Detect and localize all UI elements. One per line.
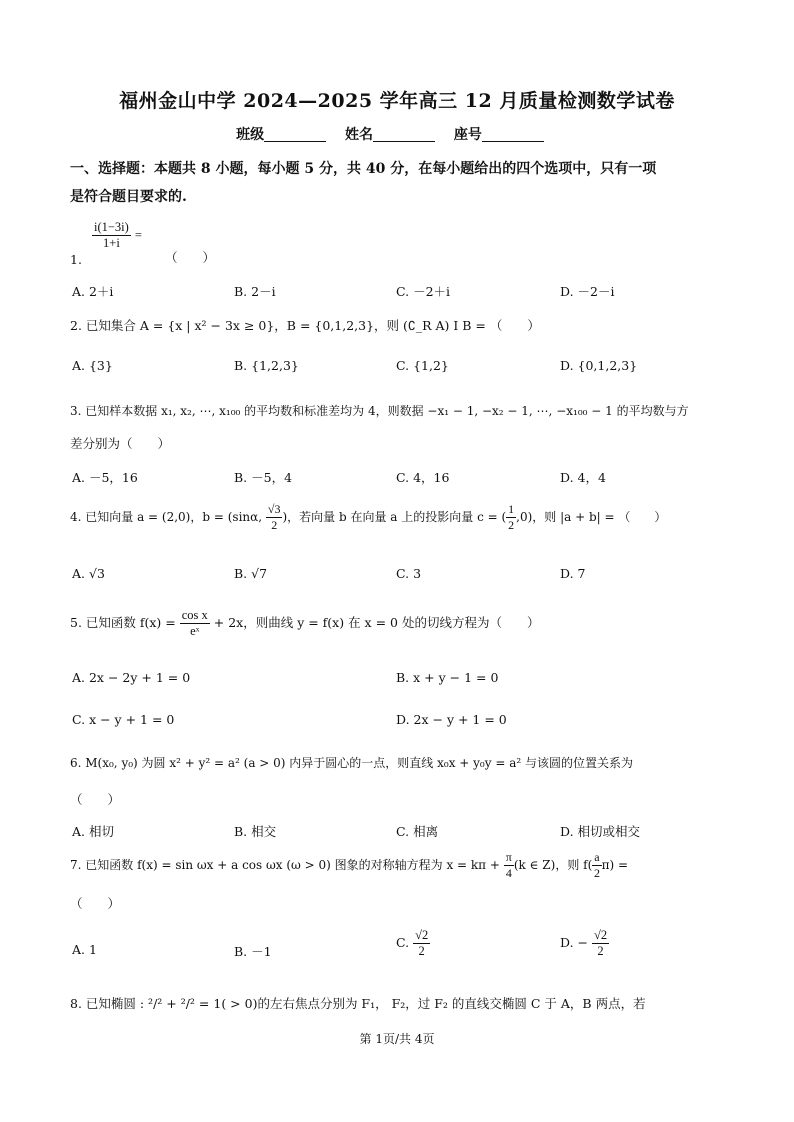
q4-option-a[interactable]: A. √3 bbox=[72, 566, 105, 581]
q3-option-c[interactable]: C. 4，16 bbox=[396, 470, 450, 485]
q4-sqrt3-den: 2 bbox=[271, 518, 278, 532]
q1-option-c[interactable]: C. －2＋i bbox=[396, 284, 451, 299]
q7-stem-line2: （ ） bbox=[70, 896, 121, 911]
q7-pi-den: 4 bbox=[505, 866, 512, 880]
q4-stem bbox=[70, 502, 666, 533]
q5-frac-den: eˣ bbox=[190, 624, 200, 638]
q1-expression bbox=[92, 220, 142, 251]
q7-option-d-num: √2 bbox=[593, 928, 608, 942]
student-info-line bbox=[0, 124, 794, 144]
name-blank[interactable] bbox=[373, 127, 435, 142]
seat-label: 座号 bbox=[453, 127, 482, 143]
q7-a-num: a bbox=[594, 850, 600, 864]
class-blank[interactable] bbox=[264, 127, 326, 142]
q2-option-c[interactable]: C. {1,2} bbox=[396, 358, 449, 373]
q7-pi-over-4 bbox=[504, 850, 514, 881]
q6-option-b[interactable]: B. 相交 bbox=[234, 824, 277, 839]
q3-option-b[interactable]: B. －5，4 bbox=[234, 470, 293, 485]
q6-stem-line1: 6. M(x₀, y₀) 为圆 x² + y² = a² (a > 0) 内异于圆心的一点，则直线 x₀x + y₀y = a² 与该圆的位置关系为 bbox=[70, 756, 633, 770]
q5-stem-part-b: + 2x，则曲线 y = f(x) 在 x = 0 处的切线方程为（ ） bbox=[213, 615, 540, 630]
q5-stem-part-a: 5. 已知函数 f(x) = bbox=[70, 615, 176, 630]
q1-denominator: 1+i bbox=[103, 236, 120, 250]
q4-option-d[interactable]: D. 7 bbox=[560, 566, 586, 581]
class-label: 班级 bbox=[236, 127, 265, 143]
q1-option-a[interactable]: A. 2＋i bbox=[72, 284, 114, 299]
q7-option-c-label: C. bbox=[396, 935, 410, 950]
q4-stem-part-a: 4. 已知向量 a = (2,0)，b = (sinα, bbox=[70, 510, 263, 524]
page-footer: 第 1页/共 4页 bbox=[359, 1032, 435, 1046]
q7-option-c-fraction bbox=[413, 928, 430, 959]
q4-stem-part-c: ,0)，则 |a + b| = （ ） bbox=[516, 510, 667, 524]
q7-a-den: 2 bbox=[593, 866, 600, 880]
q4-one-half bbox=[506, 502, 516, 533]
q4-option-b[interactable]: B. √7 bbox=[234, 566, 268, 581]
q4-sqrt3-num: √3 bbox=[267, 502, 281, 516]
q2-stem: 2. 已知集合 A = {x | x² − 3x ≥ 0}，B = {0,1,2,3}，则 (∁_R A) I B = （ ） bbox=[70, 318, 540, 333]
q1-numerator: i(1−3i) bbox=[94, 220, 129, 234]
page-title: 福州金山中学 2024—2025 学年高三 12 月质量检测数学试卷 bbox=[119, 90, 675, 112]
q6-option-c[interactable]: C. 相离 bbox=[396, 824, 439, 839]
q7-stem-part-a: 7. 已知函数 f(x) = sin ωx + a cos ωx (ω > 0) 图象的对称轴方程为 x = kπ + bbox=[70, 858, 500, 872]
q3-option-d[interactable]: D. 4，4 bbox=[560, 470, 606, 485]
q1-equals: = bbox=[134, 228, 142, 242]
q3-stem-line1: 3. 已知样本数据 x₁, x₂, ⋯, x₁₀₀ 的平均数和标准差均为 4，则数据 −x₁ − 1, −x₂ − 1, ⋯, −x₁₀₀ − 1 的平均数与方 bbox=[70, 404, 689, 418]
q7-option-d[interactable] bbox=[560, 928, 609, 959]
q7-option-c-num: √2 bbox=[415, 928, 429, 942]
q7-a-over-2 bbox=[592, 850, 601, 881]
q4-sqrt3-over-2 bbox=[266, 502, 283, 533]
q1-option-b[interactable]: B. 2－i bbox=[234, 284, 276, 299]
q7-option-d-label: D. − bbox=[560, 935, 588, 950]
q7-stem-part-c: π) = bbox=[601, 858, 629, 872]
q1-fraction bbox=[92, 220, 131, 251]
q2-option-b[interactable]: B. {1,2,3} bbox=[234, 358, 299, 373]
q6-stem-line2: （ ） bbox=[70, 792, 121, 807]
q1-answer-paren: （ ） bbox=[165, 250, 216, 265]
q5-option-a[interactable]: A. 2x − 2y + 1 = 0 bbox=[72, 670, 191, 685]
q6-option-d[interactable]: D. 相切或相交 bbox=[560, 824, 641, 839]
q2-option-d[interactable]: D. {0,1,2,3} bbox=[560, 358, 638, 373]
q8-stem: 8. 已知椭圆 : ²/² + ²/² = 1( > 0)的左右焦点分别为 F₁， F₂，过 F₂ 的直线交椭圆 C 于 A，B 两点，若 bbox=[70, 996, 646, 1011]
q5-option-d[interactable]: D. 2x − y + 1 = 0 bbox=[396, 712, 507, 727]
q7-stem-part-b: (k ∈ Z)，则 f( bbox=[513, 858, 593, 872]
section-heading-line2: 是符合题目要求的. bbox=[70, 189, 187, 205]
q1-option-d[interactable]: D. －2－i bbox=[560, 284, 615, 299]
q6-option-a[interactable]: A. 相切 bbox=[72, 824, 114, 839]
q4-stem-part-b: )，若向量 b 在向量 a 上的投影向量 c = ( bbox=[282, 510, 507, 524]
q5-fraction bbox=[180, 608, 210, 639]
q3-stem-line2: 差分别为（ ） bbox=[70, 436, 171, 451]
q4-half-den: 2 bbox=[508, 518, 515, 532]
q7-option-a[interactable]: A. 1 bbox=[72, 942, 97, 957]
q7-option-d-fraction bbox=[592, 928, 609, 959]
name-label: 姓名 bbox=[345, 127, 373, 143]
q7-pi-num: π bbox=[505, 850, 512, 864]
q7-option-c[interactable] bbox=[396, 928, 430, 959]
q5-option-b[interactable]: B. x + y − 1 = 0 bbox=[396, 670, 499, 685]
section-heading-line1: 一、选择题：本题共 8 小题，每小题 5 分，共 40 分，在每小题给出的四个选项中，只有一项 bbox=[70, 161, 657, 177]
q5-stem bbox=[70, 608, 539, 639]
q7-option-c-den: 2 bbox=[418, 944, 425, 958]
q1-number: 1. bbox=[70, 252, 82, 267]
q7-stem bbox=[70, 850, 628, 881]
q5-option-c[interactable]: C. x − y + 1 = 0 bbox=[72, 712, 175, 727]
q7-option-b[interactable]: B. －1 bbox=[234, 944, 272, 959]
q5-frac-num: cos x bbox=[181, 608, 208, 622]
q7-option-d-den: 2 bbox=[597, 944, 604, 958]
seat-blank[interactable] bbox=[482, 127, 544, 142]
q4-half-num: 1 bbox=[508, 502, 515, 516]
q2-option-a[interactable]: A. {3} bbox=[72, 358, 113, 373]
q3-option-a[interactable]: A. －5，16 bbox=[72, 470, 138, 485]
q4-option-c[interactable]: C. 3 bbox=[396, 566, 422, 581]
